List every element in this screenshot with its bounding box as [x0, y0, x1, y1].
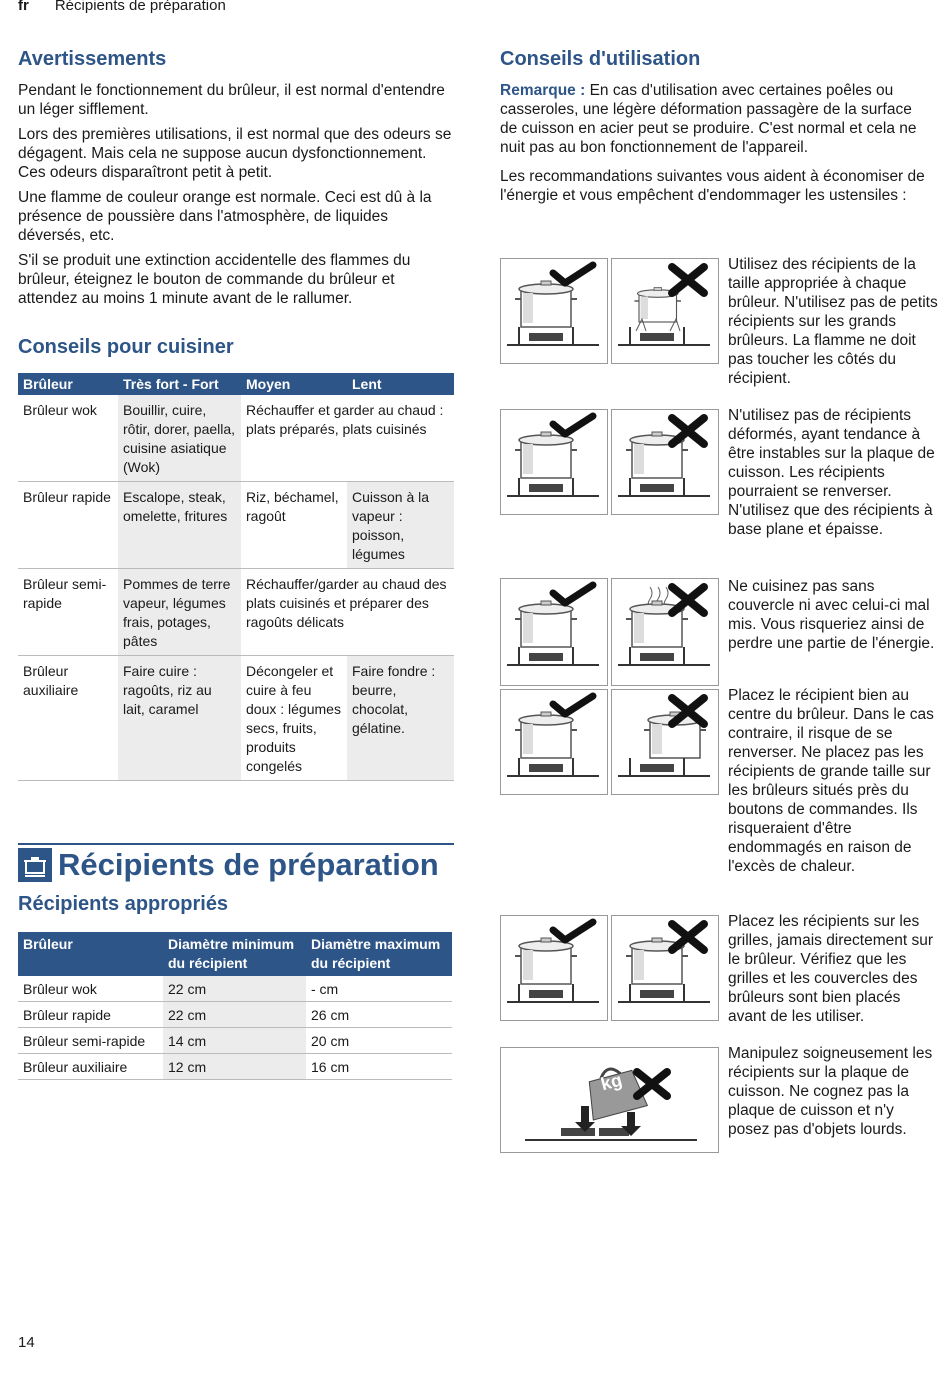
page-header — [18, 0, 226, 14]
offcenter-pot-image — [611, 689, 719, 795]
tip-text — [728, 406, 938, 539]
on-grate-image — [500, 915, 608, 1021]
note-text: En cas d'utilisation avec certaines poêles ou casseroles, une légère déformation passagère de la surface de cuisson en acier peut se produire. C'est normal et cela ne nuit pas au bon fonctionnement de l'appareil. — [500, 82, 917, 156]
table-cell: Brûleur rapide — [18, 482, 118, 569]
lid-on-image — [500, 578, 608, 686]
column-header: Brûleur — [18, 373, 118, 395]
column-header: Très fort - Fort — [118, 373, 241, 395]
table-cell: 14 cm — [163, 1028, 306, 1054]
size-table — [18, 932, 452, 1080]
column-header: Diamètre maximum du récipient — [306, 932, 452, 976]
table-cell: 26 cm — [306, 1002, 452, 1028]
tip-text — [728, 1044, 938, 1139]
tip-paragraph: Utilisez des récipients de la taille appropriée à chaque brûleur. N'utilisez pas de petits récipients sur les grands brûleurs. La flamme ne doit pas toucher les côtés du récipient. — [728, 256, 938, 387]
pot-check-illustration — [501, 579, 607, 685]
table-cell: 22 cm — [163, 1002, 306, 1028]
warning-paragraph: Lors des premières utilisations, il est normal que des odeurs se dégagent. Mais cela ne suppose aucun dysfonctionnement. Ces odeurs disparaîtront petit à petit. — [18, 126, 452, 181]
pot-cross-illustration — [612, 690, 718, 794]
table-cell: 16 cm — [306, 1054, 452, 1080]
centered-pot-image — [500, 689, 608, 795]
table-cell: Faire fondre : beurre, chocolat, gélatine. — [347, 656, 454, 781]
table-cell: Bouillir, cuire, rôtir, dorer, paella, cuisine asiatique (Wok) — [118, 395, 241, 482]
table-row — [18, 395, 454, 482]
table-row — [18, 482, 454, 569]
pot-check-illustration — [501, 690, 607, 794]
table-cell: Pommes de terre vapeur, légumes frais, potages, pâtes — [118, 569, 241, 656]
table-cell: Brûleur semi-rapide — [18, 1028, 163, 1054]
table-cell: Brûleur semi-rapide — [18, 569, 118, 656]
pot-cross-illustration — [612, 579, 718, 685]
page-number: 14 — [18, 1334, 35, 1351]
table-cell: Brûleur wok — [18, 395, 118, 482]
table-header-row — [18, 373, 454, 395]
table-cell: Décongeler et cuire à feu doux : légumes secs, fruits, produits congelés — [241, 656, 347, 781]
language-code: fr — [18, 0, 29, 14]
note-paragraph — [500, 81, 932, 157]
table-cell: Réchauffer et garder au chaud : plats préparés, plats cuisinés — [241, 395, 454, 482]
column-header: Brûleur — [18, 932, 163, 976]
tip-paragraph: Ne cuisinez pas sans couvercle ni avec celui-ci mal mis. Vous risqueriez ainsi de perdre une partie de l'énergie. — [728, 578, 935, 652]
tip-text — [728, 686, 938, 876]
tip-paragraph: N'utilisez pas de récipients déformés, ayant tendance à être instables sur la plaque de cuisson. Les récipients pourraient se renverser. N'utilisez que des récipients à base plane et épaisse. — [728, 407, 935, 538]
warning-paragraph: Une flamme de couleur orange est normale. Ceci est dû à la présence de poussière dans l'atmosphère, de liquides déversés, etc. — [18, 189, 432, 244]
table-cell: Escalope, steak, omelette, fritures — [118, 482, 241, 569]
table-row — [18, 569, 454, 656]
tip-text — [728, 912, 938, 1026]
table-cell: 20 cm — [306, 1028, 452, 1054]
table-cell: Brûleur auxiliaire — [18, 1054, 163, 1080]
warning-paragraph: S'il se produit une extinction accidentelle des flammes du brûleur, éteignez le bouton de commande du brûleur et attendez au moins 1 minute avant de le rallumer. — [18, 252, 411, 307]
pot-check-illustration — [501, 410, 607, 514]
appropriate-title: Récipients appropriés — [18, 893, 229, 915]
table-cell: Riz, béchamel, ragoût — [241, 482, 347, 569]
table-cell: Réchauffer/garder au chaud des plats cuisinés et préparer des ragoûts délicats — [241, 569, 454, 656]
header-title: Récipients de préparation — [54, 0, 226, 14]
table-cell: Cuisson à la vapeur : poisson, légumes — [347, 482, 454, 569]
table-row — [18, 1002, 452, 1028]
table-row — [18, 656, 454, 781]
usage-title: Conseils d'utilisation — [500, 48, 701, 70]
pot-cross-illustration — [612, 410, 718, 514]
cookware-icon — [18, 848, 52, 882]
table-cell: 12 cm — [163, 1054, 306, 1080]
table-cell: 22 cm — [163, 976, 306, 1002]
tip-paragraph: Placez le récipient bien au centre du brûleur. Dans le cas contraire, il risque de se renverser. Ne placez pas les récipients de grande taille sur les brûleurs situés près du boutons de commandes. Ils risqueraient d'être endommagés en raison de l'excès de chaleur. — [728, 687, 934, 875]
pot-cross-illustration — [612, 259, 718, 363]
tip-text — [728, 577, 938, 653]
table-row — [18, 1028, 452, 1054]
warnings-title: Avertissements — [18, 48, 167, 70]
tip-text — [728, 255, 938, 388]
table-row — [18, 976, 452, 1002]
warning-paragraph: Pendant le fonctionnement du brûleur, il est normal d'entendre un léger sifflement. — [18, 82, 445, 118]
table-cell: Brûleur rapide — [18, 1002, 163, 1028]
on-burner-image — [611, 915, 719, 1021]
column-header: Lent — [347, 373, 454, 395]
pot-check-illustration — [501, 916, 607, 1020]
table-cell: Brûleur auxiliaire — [18, 656, 118, 781]
section-title: Récipients de préparation — [58, 847, 439, 882]
correct-size-image — [500, 258, 608, 364]
kg-label: kg — [598, 1069, 625, 1095]
lid-off-image — [611, 578, 719, 686]
right-column — [500, 48, 932, 211]
table-cell: Faire cuire : ragoûts, riz au lait, caramel — [118, 656, 241, 781]
column-header: Moyen — [241, 373, 347, 395]
note-label: Remarque : — [500, 82, 586, 99]
left-column — [18, 48, 454, 1080]
cooking-title: Conseils pour cuisiner — [18, 336, 234, 358]
intro-paragraph: Les recommandations suivantes vous aident à économiser de l'énergie et vous empêchent d'endommager les ustensiles : — [500, 168, 925, 204]
column-header: Diamètre minimum du récipient — [163, 932, 306, 976]
table-cell: - cm — [306, 976, 452, 1002]
heavy-object-image — [500, 1047, 719, 1153]
table-row — [18, 1054, 452, 1080]
pot-cross-illustration — [612, 916, 718, 1020]
cooking-table — [18, 373, 454, 781]
section-heading — [18, 843, 454, 883]
table-cell: Brûleur wok — [18, 976, 163, 1002]
table-header-row — [18, 932, 452, 976]
small-pot-image — [611, 258, 719, 364]
weight-cross-illustration — [501, 1048, 718, 1152]
tip-paragraph: Manipulez soigneusement les récipients sur la plaque de cuisson. Ne cognez pas la plaque de cuisson et n'y posez pas d'objets lourds. — [728, 1045, 933, 1138]
tip-paragraph: Placez les récipients sur les grilles, jamais directement sur le brûleur. Vérifiez que les grilles et les couvercles des brûleurs sont bien placés avant de les utiliser. — [728, 913, 934, 1025]
deformed-pot-image — [611, 409, 719, 515]
pot-check-illustration — [501, 259, 607, 363]
flat-pot-image — [500, 409, 608, 515]
